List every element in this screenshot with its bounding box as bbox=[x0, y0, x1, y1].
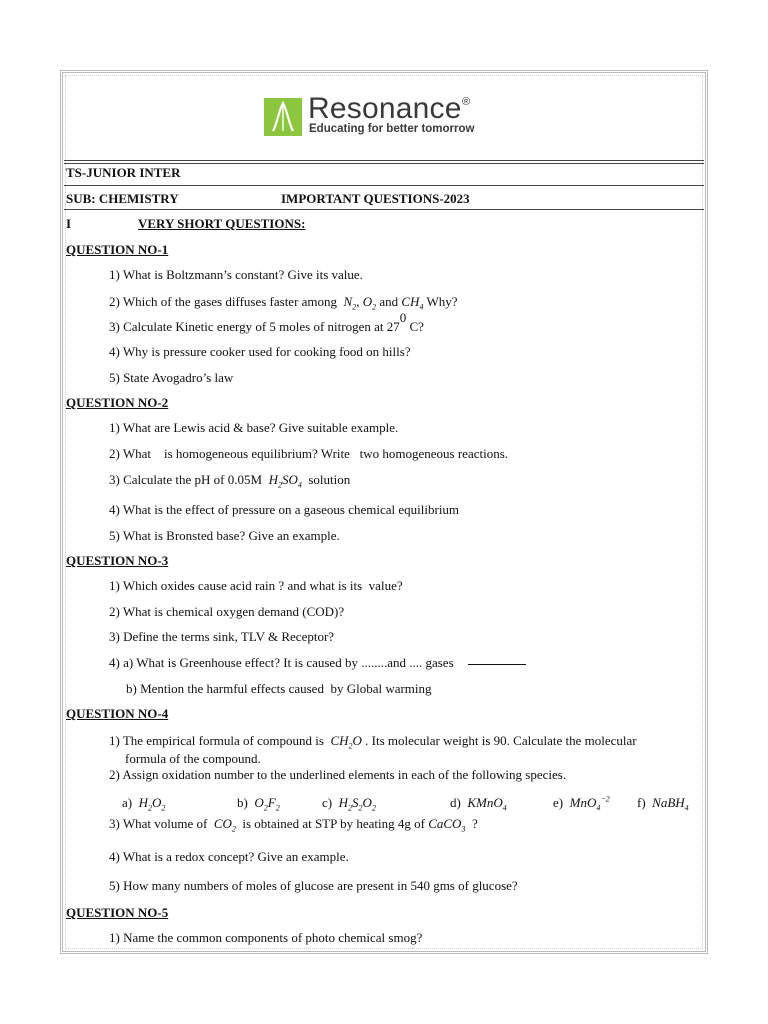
formula-kmno4: KMnO$_4$ bbox=[464, 795, 507, 813]
q3-item-2: 2) What is chemical oxygen demand (COD)? bbox=[109, 604, 345, 619]
formula-h2o2: $H_2O_2$ bbox=[135, 795, 166, 813]
q3-item-4b: b) Mention the harmful effects caused by Global warming bbox=[126, 681, 432, 696]
q4-item-3-text-b: is obtained at STP by heating 4g of bbox=[242, 816, 425, 831]
logo-tagline: Educating for better tomorrow bbox=[309, 123, 475, 135]
logo-registered-mark: ® bbox=[462, 96, 471, 108]
q1-item-4: 4) Why is pressure cooker used for cooking food on hills? bbox=[109, 344, 411, 359]
q1-item-2-why: Why? bbox=[426, 294, 458, 309]
q1-item-3 bbox=[109, 309, 424, 335]
q1-item-1: 1) What is Boltzmann’s constant? Give its value. bbox=[109, 267, 363, 282]
q4-option-f bbox=[637, 795, 689, 811]
q2-item-5: 5) What is Bronsted base? Give an example. bbox=[109, 528, 340, 543]
q1-item-2-text: 2) Which of the gases diffuses faster among bbox=[109, 294, 338, 309]
q3-item-4-text: 4) a) What is Greenhouse effect? It is caused by ........and .... gases bbox=[109, 655, 454, 670]
q4-item-3 bbox=[109, 816, 478, 832]
logo-name: Resonance bbox=[308, 92, 462, 125]
formula-ch2o: $CH_2O$ bbox=[327, 733, 366, 751]
q3-item-4 bbox=[109, 655, 526, 671]
header-rule-mid bbox=[64, 185, 704, 186]
q1-item-3-unit: C? bbox=[409, 319, 424, 334]
formula-caco3: CaCO$_3$ bbox=[424, 816, 466, 834]
q2-item-3 bbox=[109, 472, 350, 488]
q1-item-5: 5) State Avogadro’s law bbox=[109, 370, 234, 385]
formula-ch4: $CH_4$ bbox=[401, 294, 424, 312]
q4-item-3-text-a: 3) What volume of bbox=[109, 816, 208, 831]
q1-item-2-and: and bbox=[379, 294, 399, 309]
option-f-label: f) bbox=[637, 795, 646, 810]
q4-item-1-text-a: 1) The empirical formula of compound is bbox=[109, 733, 324, 748]
q4-item-2: 2) Assign oxidation number to the underlined elements in each of the following species. bbox=[109, 767, 567, 782]
q4-item-1 bbox=[109, 733, 637, 749]
q1-item-2 bbox=[109, 294, 458, 310]
q4-item-1-continued: formula of the compound. bbox=[125, 751, 261, 766]
q4-option-c bbox=[322, 795, 376, 811]
document-title: IMPORTANT QUESTIONS-2023 bbox=[281, 191, 470, 206]
formula-h2s2o2: $H_2S_2O_2$ bbox=[335, 795, 376, 813]
option-b-label: b) bbox=[237, 795, 248, 810]
option-d-label: d) bbox=[450, 795, 461, 810]
q3-item-3: 3) Define the terms sink, TLV & Receptor? bbox=[109, 629, 335, 644]
q4-option-b bbox=[237, 795, 280, 811]
option-c-label: c) bbox=[322, 795, 333, 810]
logo-mark-icon bbox=[264, 98, 302, 136]
q1-item-3-sup: 0 bbox=[399, 309, 407, 325]
question-3-heading: QUESTION NO-3 bbox=[66, 553, 169, 568]
header-rule-top-2 bbox=[64, 163, 704, 164]
q4-option-d bbox=[450, 795, 507, 811]
q2-item-4: 4) What is the effect of pressure on a gaseous chemical equilibrium bbox=[109, 502, 460, 517]
q3-item-1: 1) Which oxides cause acid rain ? and what is its value? bbox=[109, 578, 403, 593]
q4-item-5: 5) How many numbers of moles of glucose are present in 540 gms of glucose? bbox=[109, 878, 518, 893]
option-a-label: a) bbox=[122, 795, 133, 810]
question-4-heading: QUESTION NO-4 bbox=[66, 706, 169, 721]
answer-blank bbox=[468, 664, 526, 665]
resonance-logo bbox=[264, 92, 484, 140]
q2-item-3-text: 3) Calculate the pH of 0.05M bbox=[109, 472, 263, 487]
formula-co2: $CO_2$ bbox=[210, 816, 236, 834]
q2-item-2: 2) What is homogeneous equilibrium? Write two homogeneous reactions. bbox=[109, 446, 509, 461]
q4-item-3-text-c: ? bbox=[471, 816, 478, 831]
q4-item-4: 4) What is a redox concept? Give an example. bbox=[109, 849, 349, 864]
section-number: I bbox=[66, 216, 72, 231]
formula-n2-o2: $N_2$, $O_2$ bbox=[340, 294, 377, 312]
q4-option-e bbox=[553, 795, 610, 811]
subject-label: SUB: CHEMISTRY bbox=[66, 191, 179, 206]
q4-item-1-text-b: . Its molecular weight is 90. Calculate the molecular bbox=[365, 733, 637, 748]
formula-h2so4: $H_2SO_4$ bbox=[265, 472, 302, 490]
q2-item-1: 1) What are Lewis acid & base? Give suitable example. bbox=[109, 420, 399, 435]
formula-mno4: MnO$_4^{-2}$ bbox=[566, 794, 610, 813]
q4-option-a bbox=[122, 795, 165, 811]
course-label: TS-JUNIOR INTER bbox=[66, 165, 181, 180]
q5-item-1: 1) Name the common components of photo chemical smog? bbox=[109, 930, 423, 945]
header-rule-bottom bbox=[64, 209, 704, 210]
formula-o2f2: $O_2F_2$ bbox=[251, 795, 280, 813]
option-e-label: e) bbox=[553, 795, 564, 810]
question-5-heading: QUESTION NO-5 bbox=[66, 905, 169, 920]
question-1-heading: QUESTION NO-1 bbox=[66, 242, 169, 257]
header-rule-top bbox=[64, 160, 704, 161]
q1-item-3-text: 3) Calculate Kinetic energy of 5 moles of nitrogen at 27 bbox=[109, 319, 400, 334]
section-title: VERY SHORT QUESTIONS: bbox=[138, 216, 306, 231]
question-2-heading: QUESTION NO-2 bbox=[66, 395, 169, 410]
q2-item-3-suffix: solution bbox=[308, 472, 351, 487]
formula-nabh4: NaBH$_4$ bbox=[648, 795, 689, 813]
